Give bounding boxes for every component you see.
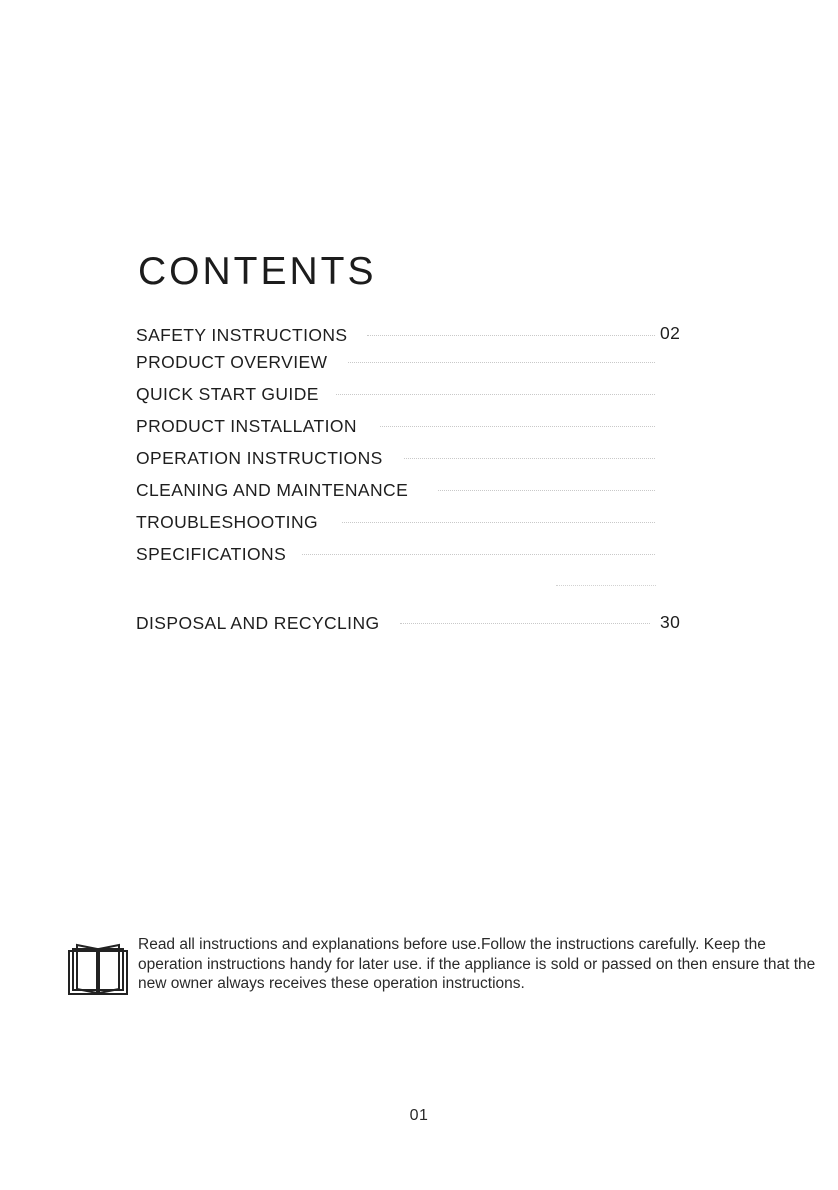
toc-entry-safety-instructions[interactable]	[136, 322, 347, 344]
toc-entry-label: PRODUCT INSTALLATION	[136, 415, 357, 436]
toc-entry-specifications[interactable]	[136, 541, 286, 563]
toc-leader-dots	[348, 362, 655, 363]
toc-leader-dots	[367, 335, 655, 336]
toc-leader-dots	[400, 623, 650, 624]
page-number: 01	[409, 1107, 429, 1124]
toc-entry-label: SPECIFICATIONS	[136, 543, 287, 564]
toc-leader-dots	[380, 426, 655, 427]
toc-leader-dots	[342, 522, 655, 523]
notice-text: Read all instructions and explanations before use.Follow the instructions carefully. Keep the operation instructions handy for later use. if the appliance is sold or passed on then ensure that the new owner always receives these operation instructions.	[138, 936, 816, 992]
toc-entry-label: DISPOSAL AND RECYCLING	[136, 612, 380, 633]
toc-entry-disposal-and-recycling[interactable]	[136, 610, 380, 632]
toc-leader-dots	[556, 585, 656, 586]
toc-entry-product-installation[interactable]	[136, 413, 357, 435]
toc-leader-dots	[438, 490, 655, 491]
toc-entry-product-overview[interactable]	[136, 349, 327, 371]
toc-entry-troubleshooting[interactable]	[136, 509, 318, 531]
toc-entry-operation-instructions[interactable]	[136, 445, 383, 467]
toc-page-number: 02	[660, 323, 681, 343]
toc-page-number: 30	[660, 612, 681, 632]
toc-leader-dots	[404, 458, 655, 459]
toc-leader-dots	[336, 394, 655, 395]
page-title: CONTENTS	[138, 250, 377, 293]
toc-entry-cleaning-and-maintenance[interactable]	[136, 477, 408, 499]
toc-entry-label: OPERATION INSTRUCTIONS	[136, 447, 383, 468]
toc-entry-label: QUICK START GUIDE	[136, 383, 319, 404]
toc-entry-label: TROUBLESHOOTING	[136, 511, 318, 532]
toc-entry-label: CLEANING AND MAINTENANCE	[136, 479, 409, 500]
toc-entry-label: SAFETY INSTRUCTIONS	[136, 324, 348, 345]
toc-leader-dots	[302, 554, 655, 555]
toc-entry-label: PRODUCT OVERVIEW	[136, 351, 328, 372]
open-book-icon	[67, 941, 129, 997]
toc-entry-quick-start-guide[interactable]	[136, 381, 319, 403]
